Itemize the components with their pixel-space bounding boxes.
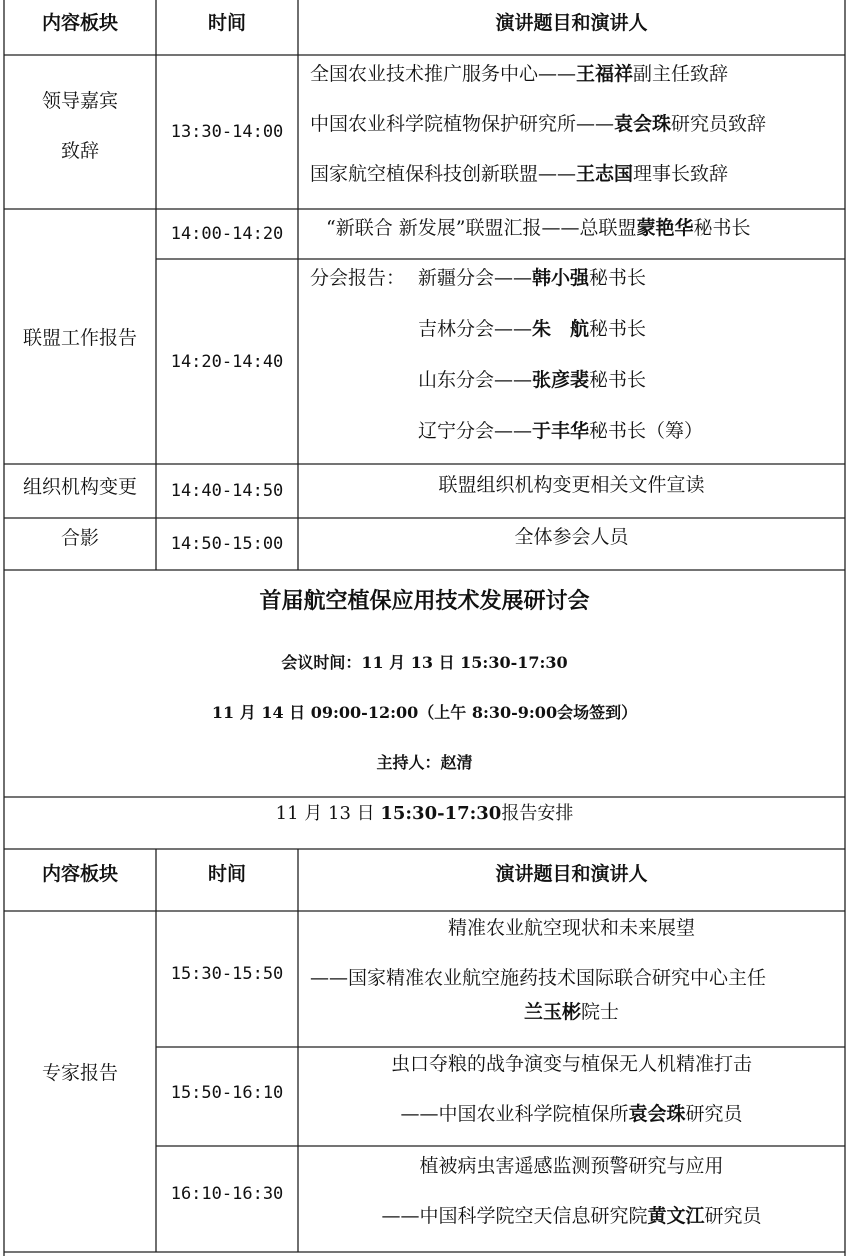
table2-header-block — [4, 849, 156, 895]
leaders-speech-2: 中国农业科学院植物保护研究所——袁会珠研究员致辞 — [310, 113, 767, 135]
photo-time-cell — [156, 518, 298, 570]
table2-header-time — [156, 849, 298, 895]
org-change-topic-cell — [298, 464, 845, 502]
header-block-label: 内容板块 — [41, 11, 118, 34]
header-block-label: 内容板块 — [41, 862, 118, 885]
work-report-time2-cell — [156, 259, 298, 464]
work-report-block: 联盟工作报告 — [22, 327, 137, 349]
table1-header-block — [4, 0, 156, 42]
leaders-block-line1: 领导嘉宾 — [41, 90, 118, 112]
branch-report-3: 山东分会——张彦裴秘书长 — [418, 369, 647, 391]
work-report-time1-cell — [156, 209, 298, 259]
branch-report-4: 辽宁分会——于丰华秘书长（筹） — [418, 420, 704, 442]
org-change-block-cell — [4, 464, 156, 506]
seminar-time-line2: 11 月 14 日 09:00-12:00（上午 8:30-9:00会场签到） — [211, 703, 638, 722]
org-change-topic: 联盟组织机构变更相关文件宣读 — [438, 473, 705, 496]
photo-block-cell — [4, 518, 156, 554]
leaders-speech-1: 全国农业技术推广服务中心——王福祥副主任致辞 — [310, 63, 729, 85]
photo-topic-cell — [298, 518, 845, 552]
leaders-time: 13:30-14:00 — [170, 122, 284, 142]
work-report-time2: 14:20-14:40 — [170, 351, 284, 372]
photo-topic: 全体参会人员 — [514, 525, 629, 548]
seminar-time-line1: 会议时间：11 月 13 日 15:30-17:30 — [281, 653, 568, 672]
table2-header-topic — [298, 849, 845, 895]
work-report-time1: 14:00-14:20 — [170, 224, 284, 244]
expert3-time: 16:10-16:30 — [170, 1184, 284, 1204]
expert2-speaker: ——中国农业科学院植保所袁会珠研究员 — [400, 1103, 743, 1125]
seminar-title: 首届航空植保应用技术发展研讨会 — [259, 588, 590, 614]
branch-report-1: 新疆分会——韩小强秘书长 — [418, 267, 647, 289]
alliance-report: “新联合 新发展”联盟汇报——总联盟蒙艳华秘书长 — [326, 217, 751, 239]
header-time-label: 时间 — [207, 11, 246, 34]
expert-block-cell — [4, 911, 156, 1231]
expert1-affiliation: ——国家精准农业航空施药技术国际联合研究中心主任 — [310, 967, 767, 989]
org-change-time: 14:40-14:50 — [170, 481, 284, 501]
table1-header-time — [156, 0, 298, 42]
seminar-host: 主持人：赵清 — [376, 753, 473, 772]
expert1-title: 精准农业航空现状和未来展望 — [447, 917, 695, 939]
photo-time: 14:50-15:00 — [170, 534, 284, 554]
expert2-time-cell — [156, 1047, 298, 1139]
table1-header-topic — [298, 0, 845, 42]
leaders-speech-3: 国家航空植保科技创新联盟——王志国理事长致辞 — [310, 163, 729, 185]
leaders-time-cell — [156, 55, 298, 209]
branch-report-2: 吉林分会——朱 航秘书长 — [418, 318, 647, 340]
work-report-block-cell — [4, 209, 156, 464]
expert1-speaker: 兰玉彬院士 — [523, 1001, 620, 1023]
expert3-title: 植被病虫害遥感监测预警研究与应用 — [419, 1155, 724, 1177]
header-topic-label: 演讲题目和演讲人 — [495, 11, 648, 34]
expert2-title: 虫口夺粮的战争演变与植保无人机精准打击 — [390, 1053, 752, 1075]
header-time-label: 时间 — [207, 862, 246, 885]
org-change-block: 组织机构变更 — [22, 475, 137, 498]
expert3-time-cell — [156, 1146, 298, 1242]
expert-block: 专家报告 — [41, 1061, 118, 1084]
schedule-heading: 11 月 13 日 15:30-17:30报告安排 — [275, 803, 574, 824]
expert1-time: 15:30-15:50 — [170, 964, 284, 984]
expert3-speaker: ——中国科学院空天信息研究院黄文江研究员 — [381, 1205, 762, 1227]
org-change-time-cell — [156, 464, 298, 518]
header-topic-label: 演讲题目和演讲人 — [495, 862, 648, 885]
expert2-time: 15:50-16:10 — [170, 1083, 284, 1103]
expert1-time-cell — [156, 911, 298, 1037]
leaders-block-line2: 致辞 — [60, 140, 99, 162]
leaders-block-cell — [4, 75, 156, 177]
photo-block: 合影 — [60, 526, 99, 549]
branch-report-prefix: 分会报告： — [310, 267, 406, 289]
